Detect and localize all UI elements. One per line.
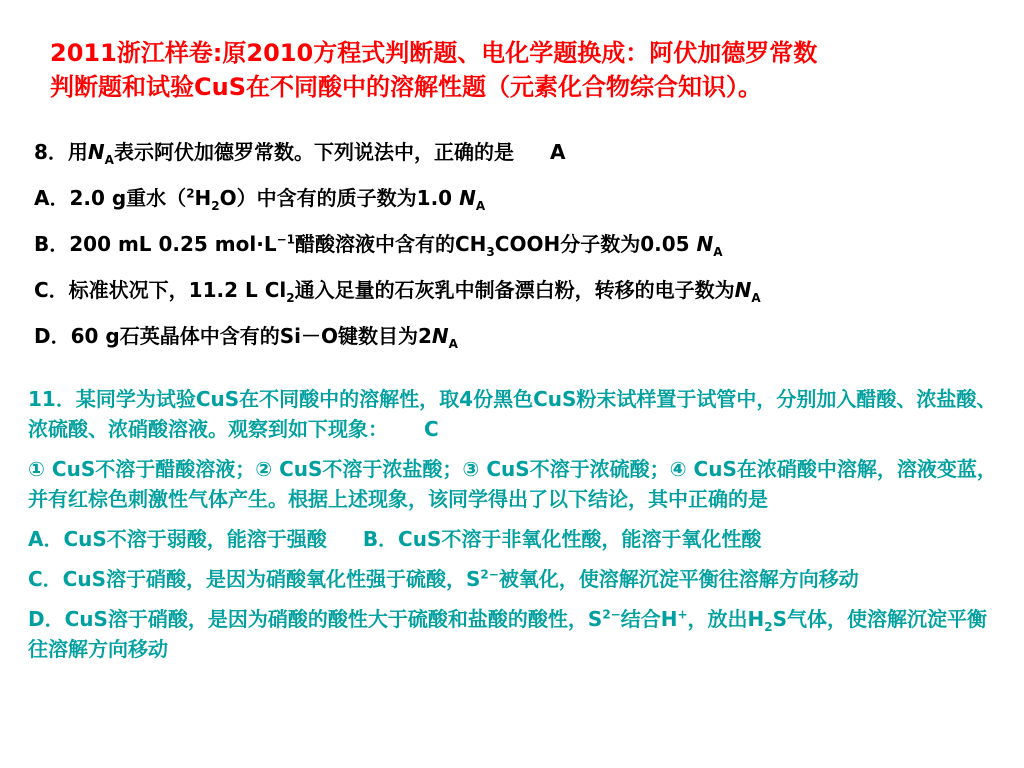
question-11-option-b: B．CuS不溶于非氧化性酸，能溶于氧化性酸	[362, 527, 762, 551]
question-11-observations: ① CuS不溶于醋酸溶液；② CuS不溶于浓盐酸；③ CuS不溶于浓硫酸；④ CuS在浓硝酸中溶解，溶液变蓝，并有红棕色刺激性气体产生。根据上述现象，该同学得出了以下结论，其中正确的是	[28, 457, 997, 511]
question-8	[34, 134, 994, 364]
question-11	[28, 384, 1004, 674]
slide-title	[50, 36, 990, 104]
question-8-option-a: A．2.0 g重水$(^2H_2O)$中含有的质子数为1.0 $N_A$	[34, 186, 486, 213]
question-11-options-ab	[28, 524, 1004, 554]
avogadro-symbol: N	[87, 140, 105, 164]
question-8-stem: 8．用$N_A$表示阿伏加德罗常数。下列说法中，正确的是 A	[34, 140, 566, 167]
question-11-stem: 11．某同学为试验CuS在不同酸中的溶解性，取4份黑色CuS粉末试样置于试管中，分别加入醋酸、浓盐酸、浓硫酸、浓硝酸溶液。观察到如下现象： C	[28, 387, 997, 441]
question-11-option-a: A．CuS不溶于弱酸，能溶于强酸	[28, 527, 327, 551]
question-11-option-d: D．CuS溶于硝酸，是因为硝酸的酸性大于硫酸和盐酸的酸性，$S^{2-}$结合H+，放出$H_2S$气体，使溶解沉淀平衡往溶解方向移动	[28, 607, 988, 661]
title-line-1: 2011浙江样卷:原2010方程式判断题、电化学题换成：阿伏加德罗常数	[50, 39, 818, 67]
question-8-option-b: B．200 mL 0.25 $mol\cdot L^{-1}$醋酸溶液中含有的$CH_3COOH$分子数为0.05 $N_A$	[34, 232, 723, 259]
question-11-option-c: C．CuS溶于硝酸，是因为硝酸氧化性强于硫酸，$S^{2-}$被氧化，使溶解沉淀平衡往溶解方向移动	[28, 567, 859, 591]
title-line-2: 判断题和试验CuS在不同酸中的溶解性题（元素化合物综合知识）。	[50, 73, 762, 101]
question-8-option-c: C．标准状况下，11.2 L $Cl_2$通入足量的石灰乳中制备漂白粉，转移的电子数为$N_A$	[34, 278, 761, 305]
question-8-answer: A	[549, 140, 566, 164]
question-11-answer: C	[424, 417, 439, 441]
question-8-option-d: D．60 g石英晶体中含有的Si－O键数目为$2N_A$	[34, 324, 458, 351]
